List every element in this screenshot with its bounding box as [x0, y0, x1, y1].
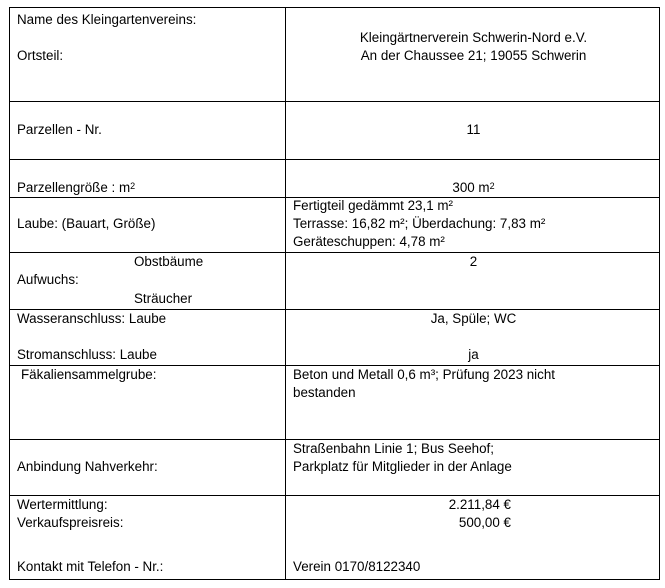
- value-vereinsname: Kleingärtnerverein Schwerin-Nord e.V.: [359, 30, 588, 45]
- value-vereinsadresse: An der Chaussee 21; 19055 Schwerin: [360, 48, 587, 63]
- row-divider: [10, 439, 659, 440]
- label-laube: Laube: (Bauart, Größe): [17, 216, 156, 231]
- label-parzellen-nr: Parzellen - Nr.: [17, 122, 102, 137]
- value-obstbaeume: 2: [469, 254, 478, 269]
- value-parkplatz: Parkplatz für Mitglieder in der Anlage: [293, 459, 512, 474]
- row-divider: [10, 495, 659, 496]
- value-faekaliensammelgrube: Beton und Metall 0,6 m³; Prüfung 2023 nicht: [293, 367, 556, 382]
- value-laube-fertigteil: Fertigteil gedämmt 23,1 m²: [293, 198, 454, 213]
- value-wasseranschluss: Ja, Spüle; WC: [430, 311, 517, 326]
- label-ortsteil: Ortsteil:: [17, 48, 64, 63]
- value-faekaliensammelgrube-2: bestanden: [293, 385, 356, 400]
- label-faekaliensammelgrube: Fäkaliensammelgrube:: [21, 367, 157, 382]
- label-parzellengroesse-sup: 2: [130, 181, 136, 191]
- value-kontakt: Verein 0170/8122340: [293, 559, 421, 574]
- label-verkaufspreis: Verkaufspreisreis:: [17, 515, 124, 530]
- column-divider: [285, 8, 286, 579]
- row-divider: [10, 159, 659, 160]
- row-divider: [10, 252, 659, 253]
- label-parzellengroesse: [17, 178, 135, 196]
- value-parzellengroesse: [286, 178, 661, 196]
- label-vereinsname: Name des Kleingartenvereins:: [17, 12, 197, 27]
- row-divider: [10, 309, 659, 310]
- value-laube-geraeteschuppen: Geräteschuppen: 4,78 m²: [293, 234, 445, 249]
- value-parzellengroesse-sup: 2: [489, 181, 495, 191]
- label-obstbaeume: Obstbäume: [134, 254, 204, 269]
- row-divider: [10, 101, 659, 102]
- label-parzellengroesse-text: Parzellengröße : m: [17, 180, 131, 195]
- row-divider: [10, 365, 659, 366]
- label-wertermittlung: Wertermittlung:: [17, 497, 108, 512]
- value-laube-terrasse: Terrasse: 16,82 m²; Überdachung: 7,83 m²: [293, 216, 546, 231]
- label-straeucher: Sträucher: [134, 291, 193, 306]
- property-table: [9, 7, 660, 580]
- value-parzellengroesse-text: 300 m: [452, 180, 490, 195]
- label-stromanschluss: Stromanschluss: Laube: [17, 347, 157, 362]
- value-wertermittlung: 2.211,84 €: [448, 497, 511, 512]
- label-nahverkehr: Anbindung Nahverkehr:: [17, 459, 158, 474]
- label-kontakt: Kontakt mit Telefon - Nr.:: [17, 559, 164, 574]
- value-verkaufspreis: 500,00 €: [458, 515, 511, 530]
- label-aufwuchs: Aufwuchs:: [17, 272, 79, 287]
- value-nahverkehr: Straßenbahn Linie 1; Bus Seehof;: [293, 441, 494, 456]
- value-parzellen-nr: 11: [466, 122, 481, 137]
- value-stromanschluss: ja: [468, 347, 479, 362]
- label-wasseranschluss: Wasseranschluss: Laube: [17, 311, 167, 326]
